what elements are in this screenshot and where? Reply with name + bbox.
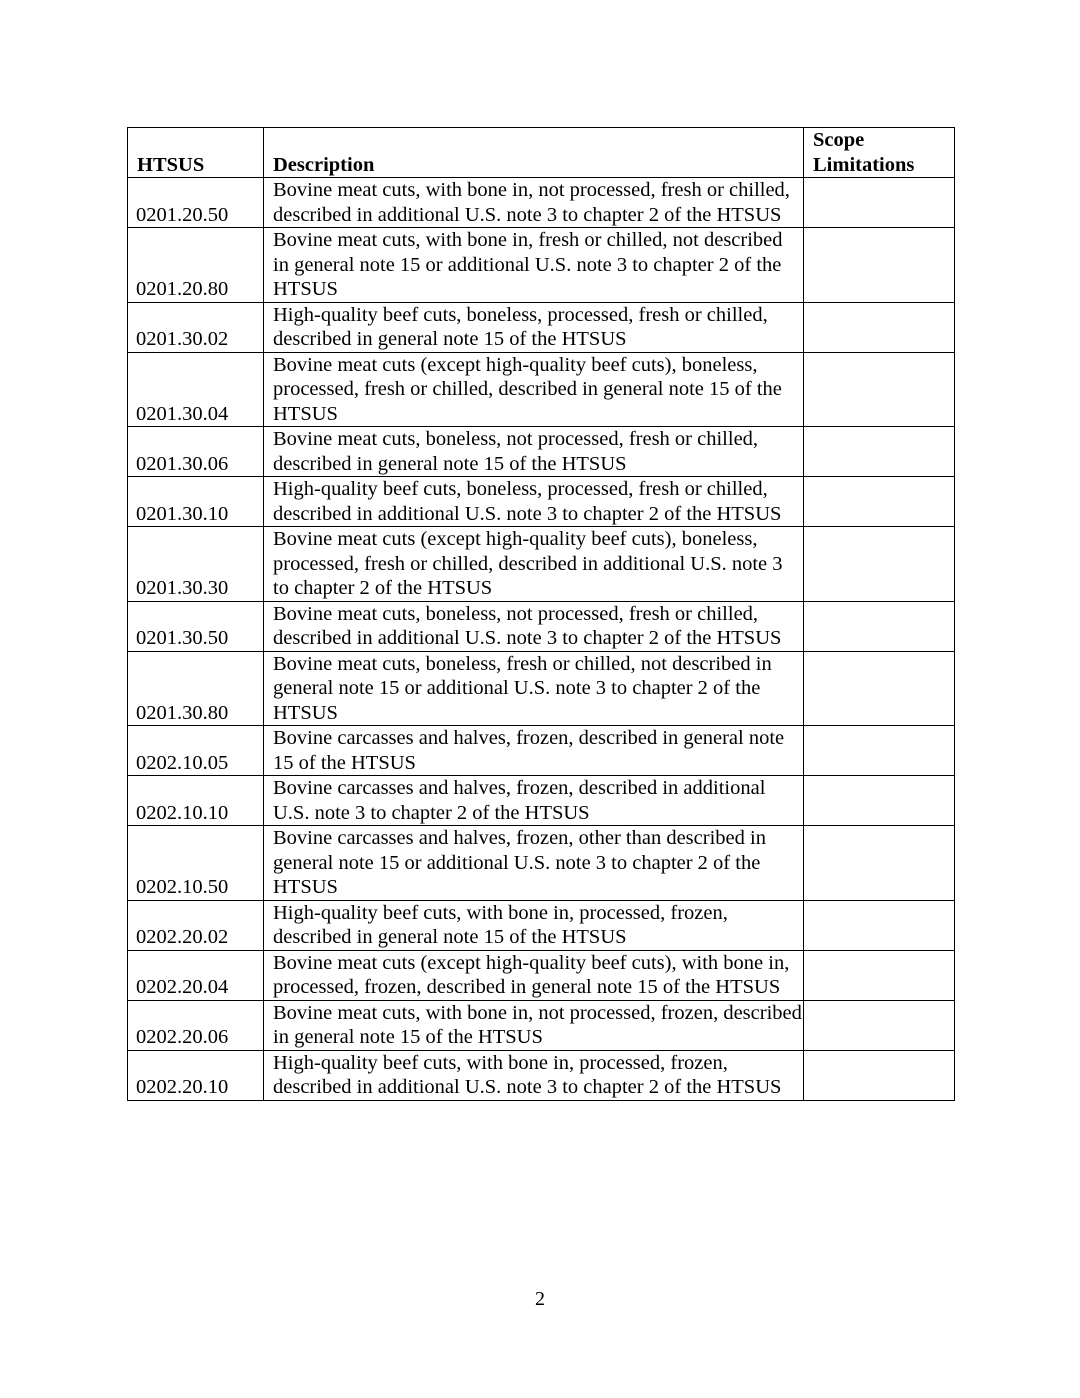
table-row [128,601,955,651]
htsus-code: 0202.10.05 [128,726,264,776]
scope-cell [804,1050,955,1100]
table-row [128,477,955,527]
table-row [128,826,955,901]
table-row [128,178,955,228]
table-row [128,950,955,1000]
htsus-code: 0201.30.02 [128,302,264,352]
htsus-code: 0201.30.50 [128,601,264,651]
table-row [128,726,955,776]
table-row [128,1000,955,1050]
table-row [128,352,955,427]
htsus-code: 0201.20.80 [128,228,264,303]
htsus-code: 0201.30.30 [128,527,264,602]
table-body [128,178,955,1101]
header-description: Description [264,128,804,178]
description-cell: Bovine carcasses and halves, frozen, described in additional U.S. note 3 to chapter 2 of the HTSUS [264,776,804,826]
table-row [128,427,955,477]
header-scope-line1: Scope [813,129,865,151]
scope-cell [804,477,955,527]
description-cell: Bovine meat cuts (except high-quality beef cuts), boneless, processed, fresh or chilled, described in general note 15 of the HTSUS [264,352,804,427]
page-number: 2 [535,1288,545,1310]
scope-cell [804,1000,955,1050]
htsus-code: 0202.20.04 [128,950,264,1000]
table-header-row [128,128,955,178]
description-cell: Bovine carcasses and halves, frozen, described in general note 15 of the HTSUS [264,726,804,776]
htsus-code: 0201.30.06 [128,427,264,477]
description-cell: Bovine meat cuts, boneless, not processed, fresh or chilled, described in additional U.S. note 3 to chapter 2 of the HTSUS [264,601,804,651]
scope-cell [804,651,955,726]
htsus-code: 0202.20.02 [128,900,264,950]
description-cell: Bovine carcasses and halves, frozen, other than described in general note 15 or additional U.S. note 3 to chapter 2 of the HTSUS [264,826,804,901]
header-scope-limitations [804,128,955,178]
description-cell: Bovine meat cuts (except high-quality beef cuts), with bone in, processed, frozen, described in general note 15 of the HTSUS [264,950,804,1000]
scope-cell [804,726,955,776]
header-htsus: HTSUS [128,128,264,178]
table-row [128,900,955,950]
table-row [128,302,955,352]
htsus-code: 0201.30.10 [128,477,264,527]
table-row [128,776,955,826]
htsus-code: 0201.30.80 [128,651,264,726]
description-cell: Bovine meat cuts, with bone in, not processed, fresh or chilled, described in additional U.S. note 3 to chapter 2 of the HTSUS [264,178,804,228]
scope-cell [804,527,955,602]
table-row [128,228,955,303]
description-cell: Bovine meat cuts, with bone in, fresh or chilled, not described in general note 15 or additional U.S. note 3 to chapter 2 of the HTSUS [264,228,804,303]
scope-cell [804,950,955,1000]
scope-cell [804,776,955,826]
htsus-code: 0202.10.50 [128,826,264,901]
header-scope-line2: Limitations [813,153,915,176]
description-cell: Bovine meat cuts, boneless, not processed, fresh or chilled, described in general note 15 of the HTSUS [264,427,804,477]
htsus-code: 0202.10.10 [128,776,264,826]
scope-cell [804,228,955,303]
scope-cell [804,427,955,477]
description-cell: Bovine meat cuts, boneless, fresh or chilled, not described in general note 15 or additional U.S. note 3 to chapter 2 of the HTSUS [264,651,804,726]
scope-cell [804,302,955,352]
description-cell: Bovine meat cuts, with bone in, not processed, frozen, described in general note 15 of the HTSUS [264,1000,804,1050]
scope-cell [804,352,955,427]
description-cell: Bovine meat cuts (except high-quality beef cuts), boneless, processed, fresh or chilled, described in additional U.S. note 3 to chapter 2 of the HTSUS [264,527,804,602]
htsus-code: 0201.30.04 [128,352,264,427]
htsus-code: 0202.20.10 [128,1050,264,1100]
description-cell: High-quality beef cuts, boneless, processed, fresh or chilled, described in general note 15 of the HTSUS [264,302,804,352]
table-row [128,527,955,602]
htsus-code: 0201.20.50 [128,178,264,228]
table-row [128,651,955,726]
htsus-table [127,127,955,1101]
scope-cell [804,178,955,228]
scope-cell [804,900,955,950]
description-cell: High-quality beef cuts, with bone in, processed, frozen, described in additional U.S. note 3 to chapter 2 of the HTSUS [264,1050,804,1100]
description-cell: High-quality beef cuts, with bone in, processed, frozen, described in general note 15 of the HTSUS [264,900,804,950]
table-row [128,1050,955,1100]
scope-cell [804,826,955,901]
scope-cell [804,601,955,651]
description-cell: High-quality beef cuts, boneless, processed, fresh or chilled, described in additional U.S. note 3 to chapter 2 of the HTSUS [264,477,804,527]
htsus-code: 0202.20.06 [128,1000,264,1050]
